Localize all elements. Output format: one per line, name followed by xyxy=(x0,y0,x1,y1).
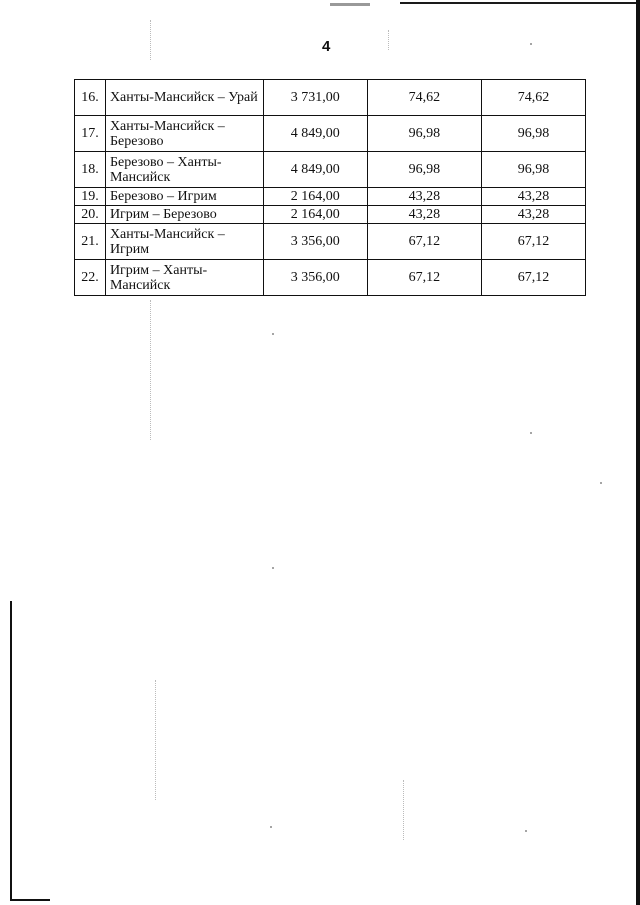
distance-cell: 3 731,00 xyxy=(263,80,367,116)
table-row xyxy=(75,152,586,188)
fare-b-cell: 67,12 xyxy=(481,224,585,260)
route-cell: Березово – Игрим xyxy=(105,188,263,206)
distance-cell: 4 849,00 xyxy=(263,152,367,188)
row-number-cell: 18. xyxy=(75,152,106,188)
fare-b-cell: 96,98 xyxy=(481,152,585,188)
fare-a-cell: 67,12 xyxy=(367,260,481,296)
row-number-cell: 16. xyxy=(75,80,106,116)
scan-speck xyxy=(272,333,274,335)
table-row xyxy=(75,116,586,152)
table-row xyxy=(75,80,586,116)
table-row xyxy=(75,188,586,206)
fare-b-cell: 43,28 xyxy=(481,188,585,206)
fare-a-cell: 96,98 xyxy=(367,116,481,152)
distance-cell: 2 164,00 xyxy=(263,188,367,206)
fare-a-cell: 96,98 xyxy=(367,152,481,188)
scan-artifact-line xyxy=(155,680,157,800)
fare-a-cell: 67,12 xyxy=(367,224,481,260)
scan-speck xyxy=(272,567,274,569)
route-cell: Березово – Ханты-Мансийск xyxy=(105,152,263,188)
table-row xyxy=(75,206,586,224)
fare-a-cell: 74,62 xyxy=(367,80,481,116)
scan-top-rule xyxy=(400,2,636,4)
row-number-cell: 21. xyxy=(75,224,106,260)
scan-speck xyxy=(525,830,527,832)
distance-cell: 3 356,00 xyxy=(263,224,367,260)
fares-table-body xyxy=(75,80,586,296)
table-row xyxy=(75,224,586,260)
row-number-cell: 17. xyxy=(75,116,106,152)
scan-artifact-line xyxy=(388,30,390,50)
row-number-cell: 22. xyxy=(75,260,106,296)
table-row xyxy=(75,260,586,296)
scan-speck xyxy=(600,482,602,484)
fare-a-cell: 43,28 xyxy=(367,206,481,224)
route-cell: Ханты-Мансийск – Урай xyxy=(105,80,263,116)
fare-b-cell: 43,28 xyxy=(481,206,585,224)
scan-smudge xyxy=(330,3,370,6)
scan-artifact-line xyxy=(403,780,405,840)
row-number-cell: 20. xyxy=(75,206,106,224)
fare-b-cell: 74,62 xyxy=(481,80,585,116)
distance-cell: 2 164,00 xyxy=(263,206,367,224)
distance-cell: 3 356,00 xyxy=(263,260,367,296)
scan-artifact-line xyxy=(150,20,152,60)
scan-bottom-bar xyxy=(10,899,50,901)
fare-b-cell: 96,98 xyxy=(481,116,585,152)
scan-right-edge xyxy=(636,0,640,905)
route-cell: Ханты-Мансийск – Игрим xyxy=(105,224,263,260)
scan-speck xyxy=(530,43,532,45)
scan-artifact-line xyxy=(150,300,152,440)
route-cell: Игрим – Березово xyxy=(105,206,263,224)
fares-table xyxy=(74,79,586,296)
distance-cell: 4 849,00 xyxy=(263,116,367,152)
row-number-cell: 19. xyxy=(75,188,106,206)
route-cell: Игрим – Ханты-Мансийск xyxy=(105,260,263,296)
scan-left-bar xyxy=(10,601,12,901)
fare-b-cell: 67,12 xyxy=(481,260,585,296)
fare-a-cell: 43,28 xyxy=(367,188,481,206)
scan-speck xyxy=(530,432,532,434)
route-cell: Ханты-Мансийск – Березово xyxy=(105,116,263,152)
page-number: 4 xyxy=(322,38,331,55)
scan-speck xyxy=(270,826,272,828)
